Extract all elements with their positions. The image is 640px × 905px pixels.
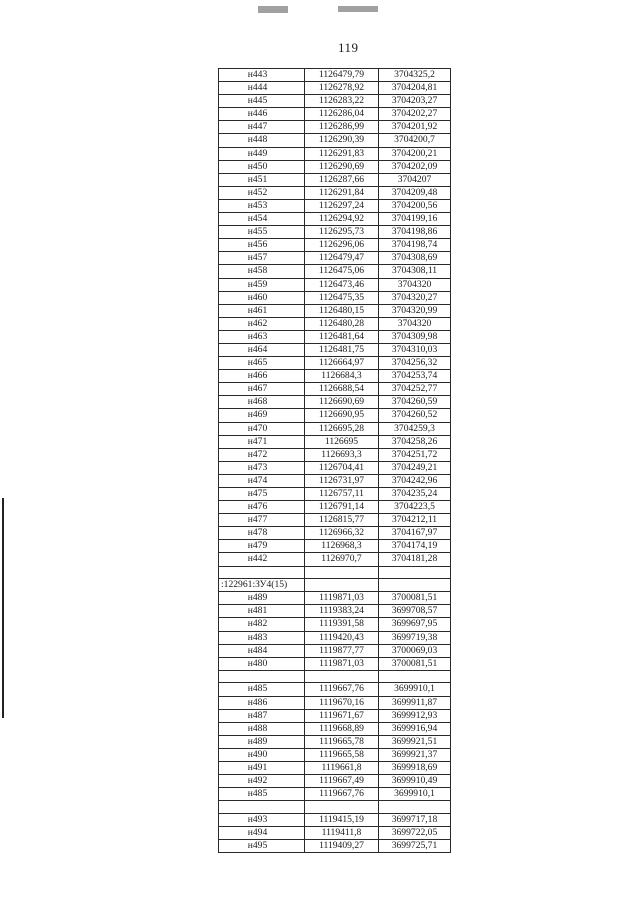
x-coordinate-cell: 1126296,06 — [305, 239, 379, 252]
x-coordinate-cell: 1119871,03 — [305, 657, 379, 670]
table-row — [219, 252, 451, 265]
point-id-cell: н494 — [219, 826, 305, 839]
point-id-cell: н447 — [219, 121, 305, 134]
point-id-cell: н481 — [219, 605, 305, 618]
x-coordinate-cell: 1119668,89 — [305, 722, 379, 735]
point-id-cell: н444 — [219, 82, 305, 95]
point-id-cell: н453 — [219, 199, 305, 212]
table-row — [219, 461, 451, 474]
y-coordinate-cell — [379, 579, 451, 592]
table-row — [219, 540, 451, 553]
point-id-cell: н473 — [219, 461, 305, 474]
point-id-cell: н454 — [219, 213, 305, 226]
table-row — [219, 291, 451, 304]
point-id-cell: н452 — [219, 186, 305, 199]
y-coordinate-cell: 3704251,72 — [379, 448, 451, 461]
point-id-cell: н446 — [219, 108, 305, 121]
point-id-cell: н487 — [219, 709, 305, 722]
x-coordinate-cell: 1119391,58 — [305, 618, 379, 631]
y-coordinate-cell: 3704207 — [379, 173, 451, 186]
y-coordinate-cell: 3704308,11 — [379, 265, 451, 278]
table-row — [219, 317, 451, 330]
point-id-cell: н469 — [219, 409, 305, 422]
x-coordinate-cell: 1126791,14 — [305, 501, 379, 514]
table-row — [219, 683, 451, 696]
point-id-cell: н457 — [219, 252, 305, 265]
point-id-cell: н472 — [219, 448, 305, 461]
x-coordinate-cell: 1126294,92 — [305, 213, 379, 226]
y-coordinate-cell: 3699912,93 — [379, 709, 451, 722]
y-coordinate-cell: 3704198,74 — [379, 239, 451, 252]
table-row — [219, 173, 451, 186]
table-row — [219, 357, 451, 370]
point-id-cell: н484 — [219, 644, 305, 657]
y-coordinate-cell: 3704325,2 — [379, 69, 451, 82]
point-id-cell: н463 — [219, 330, 305, 343]
x-coordinate-cell: 1126297,24 — [305, 199, 379, 212]
table-row — [219, 69, 451, 82]
y-coordinate-cell: 3699725,71 — [379, 840, 451, 853]
table-row — [219, 501, 451, 514]
x-coordinate-cell: 1119411,8 — [305, 826, 379, 839]
x-coordinate-cell: 1126480,28 — [305, 317, 379, 330]
table-row — [219, 265, 451, 278]
y-coordinate-cell: 3699921,51 — [379, 735, 451, 748]
x-coordinate-cell: 1126695 — [305, 435, 379, 448]
point-id-cell: н483 — [219, 631, 305, 644]
x-coordinate-cell: 1126291,84 — [305, 186, 379, 199]
table-row — [219, 160, 451, 173]
table-row — [219, 134, 451, 147]
table-row — [219, 82, 451, 95]
table-row — [219, 278, 451, 291]
table-row — [219, 121, 451, 134]
y-coordinate-cell: 3704259,3 — [379, 422, 451, 435]
x-coordinate-cell: 1126690,95 — [305, 409, 379, 422]
point-id-cell: н489 — [219, 735, 305, 748]
x-coordinate-cell: 1119415,19 — [305, 813, 379, 826]
coordinates-table-body — [219, 69, 451, 853]
point-id-cell: н478 — [219, 527, 305, 540]
table-row — [219, 748, 451, 761]
point-id-cell: н482 — [219, 618, 305, 631]
point-id-cell: н480 — [219, 657, 305, 670]
x-coordinate-cell: 1126664,97 — [305, 357, 379, 370]
y-coordinate-cell: 3704200,21 — [379, 147, 451, 160]
y-coordinate-cell: 3699921,37 — [379, 748, 451, 761]
table-row — [219, 618, 451, 631]
point-id-cell — [219, 801, 305, 814]
y-coordinate-cell: 3704242,96 — [379, 474, 451, 487]
table-row — [219, 396, 451, 409]
table-row — [219, 343, 451, 356]
point-id-cell: н458 — [219, 265, 305, 278]
point-id-cell: н462 — [219, 317, 305, 330]
x-coordinate-cell: 1126473,46 — [305, 278, 379, 291]
x-coordinate-cell: 1126481,64 — [305, 330, 379, 343]
x-coordinate-cell: 1126286,04 — [305, 108, 379, 121]
y-coordinate-cell: 3704320 — [379, 278, 451, 291]
y-coordinate-cell: 3704203,27 — [379, 95, 451, 108]
point-id-cell: н485 — [219, 683, 305, 696]
point-id-cell: :122961:ЗУ4(15) — [219, 579, 305, 592]
x-coordinate-cell: 1126475,35 — [305, 291, 379, 304]
y-coordinate-cell: 3704253,74 — [379, 370, 451, 383]
point-id-cell: н450 — [219, 160, 305, 173]
point-id-cell: н486 — [219, 696, 305, 709]
scan-mark-top-right — [338, 6, 378, 12]
x-coordinate-cell: 1126278,92 — [305, 82, 379, 95]
x-coordinate-cell: 1119661,8 — [305, 761, 379, 774]
x-coordinate-cell: 1126704,41 — [305, 461, 379, 474]
y-coordinate-cell: 3704256,32 — [379, 357, 451, 370]
table-row — [219, 213, 451, 226]
x-coordinate-cell: 1126479,47 — [305, 252, 379, 265]
y-coordinate-cell: 3704201,92 — [379, 121, 451, 134]
y-coordinate-cell: 3699697,95 — [379, 618, 451, 631]
point-id-cell: н456 — [219, 239, 305, 252]
table-row — [219, 239, 451, 252]
x-coordinate-cell: 1126295,73 — [305, 226, 379, 239]
y-coordinate-cell: 3704223,5 — [379, 501, 451, 514]
point-id-cell: н471 — [219, 435, 305, 448]
point-id-cell: н474 — [219, 474, 305, 487]
y-coordinate-cell: 3700081,51 — [379, 657, 451, 670]
y-coordinate-cell: 3704198,86 — [379, 226, 451, 239]
y-coordinate-cell: 3700069,03 — [379, 644, 451, 657]
x-coordinate-cell: 1119383,24 — [305, 605, 379, 618]
point-id-cell: н477 — [219, 514, 305, 527]
table-row — [219, 761, 451, 774]
x-coordinate-cell: 1126968,3 — [305, 540, 379, 553]
x-coordinate-cell: 1126291,83 — [305, 147, 379, 160]
x-coordinate-cell: 1126684,3 — [305, 370, 379, 383]
y-coordinate-cell: 3704310,03 — [379, 343, 451, 356]
y-coordinate-cell: 3704200,56 — [379, 199, 451, 212]
point-id-cell: н470 — [219, 422, 305, 435]
table-row — [219, 435, 451, 448]
table-row — [219, 657, 451, 670]
left-margin-rule — [2, 498, 4, 718]
y-coordinate-cell: 3704200,7 — [379, 134, 451, 147]
x-coordinate-cell: 1119670,16 — [305, 696, 379, 709]
x-coordinate-cell: 1126757,11 — [305, 488, 379, 501]
table-row — [219, 840, 451, 853]
table-row — [219, 696, 451, 709]
y-coordinate-cell: 3704181,28 — [379, 553, 451, 566]
y-coordinate-cell: 3704320 — [379, 317, 451, 330]
table-row — [219, 186, 451, 199]
x-coordinate-cell: 1126283,22 — [305, 95, 379, 108]
y-coordinate-cell: 3704249,21 — [379, 461, 451, 474]
table-row — [219, 409, 451, 422]
x-coordinate-cell: 1126695,28 — [305, 422, 379, 435]
table-row — [219, 199, 451, 212]
point-id-cell: н449 — [219, 147, 305, 160]
table-row — [219, 422, 451, 435]
y-coordinate-cell: 3699916,94 — [379, 722, 451, 735]
y-coordinate-cell: 3704320,99 — [379, 304, 451, 317]
table-row — [219, 735, 451, 748]
point-id-cell: н485 — [219, 788, 305, 801]
y-coordinate-cell: 3699719,38 — [379, 631, 451, 644]
table-row — [219, 370, 451, 383]
table-row — [219, 592, 451, 605]
point-id-cell — [219, 670, 305, 683]
y-coordinate-cell: 3704199,16 — [379, 213, 451, 226]
x-coordinate-cell: 1126286,99 — [305, 121, 379, 134]
table-row — [219, 775, 451, 788]
x-coordinate-cell: 1119667,49 — [305, 775, 379, 788]
y-coordinate-cell: 3699918,69 — [379, 761, 451, 774]
table-row — [219, 108, 451, 121]
table-row — [219, 826, 451, 839]
y-coordinate-cell: 3704202,27 — [379, 108, 451, 121]
y-coordinate-cell: 3704258,26 — [379, 435, 451, 448]
point-id-cell: н476 — [219, 501, 305, 514]
table-row — [219, 226, 451, 239]
x-coordinate-cell — [305, 579, 379, 592]
point-id-cell: н443 — [219, 69, 305, 82]
x-coordinate-cell: 1126481,75 — [305, 343, 379, 356]
x-coordinate-cell: 1126966,32 — [305, 527, 379, 540]
point-id-cell: н490 — [219, 748, 305, 761]
x-coordinate-cell: 1126693,3 — [305, 448, 379, 461]
x-coordinate-cell: 1126479,79 — [305, 69, 379, 82]
point-id-cell: н465 — [219, 357, 305, 370]
point-id-cell — [219, 566, 305, 579]
y-coordinate-cell: 3699717,18 — [379, 813, 451, 826]
x-coordinate-cell: 1126690,69 — [305, 396, 379, 409]
x-coordinate-cell: 1119667,76 — [305, 788, 379, 801]
table-row — [219, 527, 451, 540]
point-id-cell: н466 — [219, 370, 305, 383]
point-id-cell: н455 — [219, 226, 305, 239]
page-number: 119 — [338, 40, 359, 55]
y-coordinate-cell — [379, 801, 451, 814]
x-coordinate-cell: 1126731,97 — [305, 474, 379, 487]
table-row — [219, 488, 451, 501]
point-id-cell: н445 — [219, 95, 305, 108]
point-id-cell: н492 — [219, 775, 305, 788]
table-row — [219, 670, 451, 683]
point-id-cell: н448 — [219, 134, 305, 147]
y-coordinate-cell: 3704204,81 — [379, 82, 451, 95]
y-coordinate-cell: 3704320,27 — [379, 291, 451, 304]
x-coordinate-cell: 1126688,54 — [305, 383, 379, 396]
x-coordinate-cell: 1119871,03 — [305, 592, 379, 605]
table-row — [219, 801, 451, 814]
point-id-cell: н479 — [219, 540, 305, 553]
x-coordinate-cell: 1126287,66 — [305, 173, 379, 186]
y-coordinate-cell: 3704212,11 — [379, 514, 451, 527]
x-coordinate-cell: 1119420,43 — [305, 631, 379, 644]
x-coordinate-cell — [305, 566, 379, 579]
y-coordinate-cell — [379, 566, 451, 579]
y-coordinate-cell: 3704202,09 — [379, 160, 451, 173]
x-coordinate-cell: 1119409,27 — [305, 840, 379, 853]
y-coordinate-cell: 3704309,98 — [379, 330, 451, 343]
table-row — [219, 514, 451, 527]
y-coordinate-cell: 3704167,97 — [379, 527, 451, 540]
x-coordinate-cell: 1119667,76 — [305, 683, 379, 696]
y-coordinate-cell — [379, 670, 451, 683]
x-coordinate-cell: 1126970,7 — [305, 553, 379, 566]
table-row — [219, 722, 451, 735]
point-id-cell: н488 — [219, 722, 305, 735]
point-id-cell: н451 — [219, 173, 305, 186]
x-coordinate-cell: 1119665,58 — [305, 748, 379, 761]
y-coordinate-cell: 3704260,52 — [379, 409, 451, 422]
y-coordinate-cell: 3699910,1 — [379, 683, 451, 696]
table-row — [219, 474, 451, 487]
point-id-cell: н489 — [219, 592, 305, 605]
y-coordinate-cell: 3699708,57 — [379, 605, 451, 618]
table-row — [219, 383, 451, 396]
table-row — [219, 553, 451, 566]
y-coordinate-cell: 3699722,05 — [379, 826, 451, 839]
y-coordinate-cell: 3704252,77 — [379, 383, 451, 396]
point-id-cell: н468 — [219, 396, 305, 409]
x-coordinate-cell: 1126815,77 — [305, 514, 379, 527]
table-row — [219, 788, 451, 801]
point-id-cell: н495 — [219, 840, 305, 853]
y-coordinate-cell: 3700081,51 — [379, 592, 451, 605]
point-id-cell: н467 — [219, 383, 305, 396]
table-row — [219, 709, 451, 722]
point-id-cell: н493 — [219, 813, 305, 826]
table-row — [219, 448, 451, 461]
point-id-cell: н464 — [219, 343, 305, 356]
table-row — [219, 147, 451, 160]
table-row — [219, 605, 451, 618]
y-coordinate-cell: 3704260,59 — [379, 396, 451, 409]
point-id-cell: н491 — [219, 761, 305, 774]
y-coordinate-cell: 3704174,19 — [379, 540, 451, 553]
table-row — [219, 644, 451, 657]
table-row — [219, 579, 451, 592]
scan-mark-top-left — [258, 6, 288, 13]
table-row — [219, 304, 451, 317]
table-row — [219, 95, 451, 108]
point-id-cell: н460 — [219, 291, 305, 304]
x-coordinate-cell: 1126290,69 — [305, 160, 379, 173]
y-coordinate-cell: 3704209,48 — [379, 186, 451, 199]
table-row — [219, 330, 451, 343]
x-coordinate-cell: 1126290,39 — [305, 134, 379, 147]
x-coordinate-cell: 1119877,77 — [305, 644, 379, 657]
point-id-cell: н442 — [219, 553, 305, 566]
point-id-cell: н461 — [219, 304, 305, 317]
x-coordinate-cell — [305, 801, 379, 814]
x-coordinate-cell: 1119671,67 — [305, 709, 379, 722]
y-coordinate-cell: 3699910,1 — [379, 788, 451, 801]
table-row — [219, 813, 451, 826]
table-row — [219, 566, 451, 579]
coordinates-table — [218, 68, 451, 853]
x-coordinate-cell — [305, 670, 379, 683]
x-coordinate-cell: 1119665,78 — [305, 735, 379, 748]
y-coordinate-cell: 3704235,24 — [379, 488, 451, 501]
y-coordinate-cell: 3704308,69 — [379, 252, 451, 265]
point-id-cell: н459 — [219, 278, 305, 291]
x-coordinate-cell: 1126475,06 — [305, 265, 379, 278]
x-coordinate-cell: 1126480,15 — [305, 304, 379, 317]
point-id-cell: н475 — [219, 488, 305, 501]
table-row — [219, 631, 451, 644]
y-coordinate-cell: 3699911,87 — [379, 696, 451, 709]
y-coordinate-cell: 3699910,49 — [379, 775, 451, 788]
